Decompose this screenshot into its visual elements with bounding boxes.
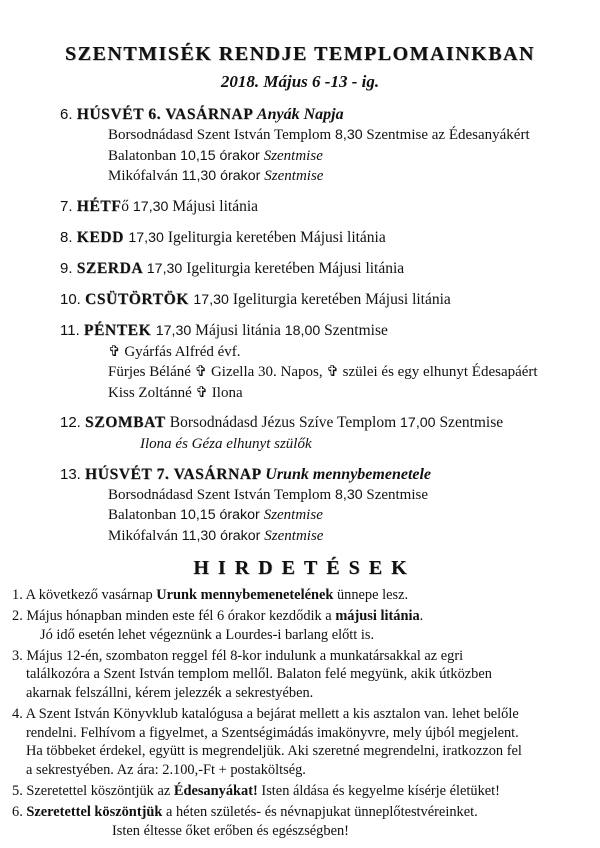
text-segment: Borsodnádasd Szent István Templom: [108, 486, 335, 503]
text-segment: Szeretettel köszöntjük: [26, 804, 163, 821]
text-segment: Szentmise: [263, 147, 323, 164]
text-segment: 17,00: [400, 415, 436, 431]
schedule-detail-line: [0, 166, 600, 187]
schedule-item: [0, 464, 600, 547]
text-segment: 8.: [60, 228, 77, 246]
text-segment: Urunk mennybemenetelének: [156, 587, 334, 603]
schedule-item: [0, 289, 600, 311]
text-segment: 18,00: [284, 322, 325, 339]
schedule-day-heading: [0, 227, 600, 249]
announcement-line: [0, 724, 600, 743]
text-segment: KEDD: [76, 228, 129, 246]
text-segment: 7.: [60, 197, 77, 215]
announcement-line: [0, 626, 600, 645]
text-segment: 17,30: [146, 260, 187, 277]
text-segment: 10.: [60, 290, 86, 308]
announcements-section: [0, 586, 600, 840]
text-segment: 10,15 órakor: [180, 147, 264, 164]
schedule-item: [0, 196, 600, 218]
text-segment: 6.: [12, 804, 27, 821]
schedule-detail-line: [0, 146, 600, 167]
text-segment: májusi litánia: [335, 608, 420, 625]
text-segment: Borsodnádasd Szent István Templom: [108, 127, 335, 143]
text-segment: Balatonban: [108, 147, 181, 164]
schedule-item: [0, 227, 600, 249]
announcement-line: [0, 782, 600, 801]
text-segment: Mikófalván: [108, 527, 182, 544]
text-segment: 17,30: [193, 291, 233, 308]
text-segment: HÉTF: [76, 197, 122, 215]
schedule-detail-line: [0, 505, 600, 526]
text-segment: 4. A Szent István Könyvklub katalógusa a bejárat mellett a kis asztalon van. lehet belőle: [12, 706, 519, 723]
text-segment: Borsodnádasd Jézus Szíve Templom: [169, 414, 401, 431]
text-segment: HÚSVÉT 6. VASÁRNAP: [76, 106, 257, 123]
text-segment: 10,15 órakor: [180, 507, 264, 523]
text-segment: PÉNTEK: [83, 321, 156, 339]
text-segment: 1. A következő vasárnap: [12, 587, 157, 603]
text-segment: 17,30: [132, 198, 173, 215]
text-segment: Ha többeket érdekel, együtt is megrendeljük. Aki szeretné megrendelni, iratkozzon fel: [26, 743, 522, 760]
schedule-day-heading: [0, 464, 600, 485]
text-segment: Szentmise: [324, 321, 388, 339]
text-segment: HÚSVÉT 7. VASÁRNAP: [85, 465, 266, 483]
text-segment: SZERDA: [76, 259, 147, 277]
announcements-header: HIRDETÉSEK: [193, 557, 416, 579]
text-segment: 5. Szeretettel köszöntjük az: [12, 782, 174, 799]
text-segment: Mikófalván: [108, 168, 182, 184]
announcement-line: [0, 705, 600, 724]
text-segment: 6.: [60, 106, 77, 123]
schedule-detail-line: [0, 434, 600, 455]
text-segment: Anyák Napja: [256, 106, 344, 123]
text-segment: Igeliturgia keretében Májusi litánia: [186, 259, 405, 277]
announcement-line: [0, 684, 600, 703]
text-segment: Szentmise: [263, 507, 323, 523]
text-segment: Szentmise: [435, 414, 504, 431]
text-segment: 3. Május 12-én, szombaton reggel fél 8-kor indulunk a munkatársakkal az egri: [12, 647, 464, 664]
text-segment: SZOMBAT: [85, 414, 170, 431]
announcement-line: [0, 742, 600, 761]
text-segment: Édesanyákat!: [173, 782, 258, 799]
mass-schedule-section: [0, 104, 600, 546]
text-segment: akarnak felszállni, kérem jelezzék a sekrestyében.: [26, 684, 314, 701]
text-segment: 17,30: [128, 229, 168, 246]
schedule-detail-line: [0, 342, 600, 363]
announcement-line: [0, 761, 600, 780]
text-segment: 12.: [60, 414, 86, 431]
announcement-line: [0, 803, 600, 822]
text-segment: 2. Május hónapban minden este fél 6 órakor kezdődik a: [12, 608, 336, 625]
schedule-day-heading: [0, 320, 600, 342]
text-segment: Szentmise: [362, 486, 429, 503]
announcement-line: [0, 586, 600, 605]
schedule-day-heading: [0, 196, 600, 218]
text-segment: a sekrestyében. Az ára: 2.100,-Ft + postaköltség.: [26, 761, 306, 778]
text-segment: 8,30: [334, 486, 363, 503]
text-segment: Balatonban: [108, 507, 181, 523]
schedule-item: [0, 258, 600, 280]
schedule-item: [0, 104, 600, 187]
text-segment: Szentmise az Édesanyákért: [362, 127, 530, 143]
text-segment: Fürjes Béláné ✞ Gizella 30. Napos, ✞ szülei és egy elhunyt Édesapáért: [108, 364, 538, 380]
schedule-day-heading: [0, 258, 600, 280]
text-segment: 11.: [60, 321, 84, 339]
text-segment: ✞ Gyárfás Alfréd évf.: [108, 343, 241, 360]
announcement-line: [0, 822, 600, 841]
text-segment: Igeliturgia keretében Májusi litánia: [167, 228, 386, 246]
schedule-day-heading: [0, 289, 600, 311]
schedule-day-heading: [0, 412, 600, 434]
date-range-subtitle: 2018. Május 6 -13 - ig.: [220, 72, 380, 91]
text-segment: 11,30 órakor: [181, 527, 265, 544]
text-segment: Igeliturgia keretében Májusi litánia: [232, 290, 451, 308]
text-segment: Májusi litánia: [172, 197, 259, 215]
text-segment: a héten születés- és névnapjukat ünneplőtestvéreinket.: [162, 804, 478, 821]
text-segment: CSÜTÖRTÖK: [85, 290, 194, 308]
text-segment: 17,30: [155, 322, 196, 339]
text-segment: Isten áldása és kegyelme kísérje életüket!: [257, 782, 500, 799]
announcement-line: [0, 665, 600, 684]
text-segment: 9.: [60, 259, 77, 277]
schedule-item: [0, 412, 600, 455]
text-segment: Urunk mennybemenetele: [265, 465, 432, 483]
text-segment: 11,30 órakor: [181, 168, 265, 184]
text-segment: Isten éltesse őket erőben és egészségben!: [112, 822, 349, 839]
text-segment: Jó idő esetén lehet végeznünk a Lourdes-i barlang előtt is.: [40, 626, 375, 643]
text-segment: Szentmise: [264, 527, 324, 544]
announcement-line: [0, 607, 600, 626]
text-segment: .: [419, 608, 424, 625]
text-segment: Ilona és Géza elhunyt szülők: [140, 436, 312, 452]
schedule-detail-line: [0, 383, 600, 404]
text-segment: ünnepe lesz.: [333, 587, 409, 603]
text-segment: találkozóra a Szent István templom mellől. Balaton felé megyünk, akik útközben: [26, 666, 492, 683]
schedule-detail-line: [0, 485, 600, 506]
text-segment: Májusi litánia: [195, 321, 285, 339]
text-segment: rendelni. Felhívom a figyelmet, a Szentségimádás imakönyvre, mely újból megjelent.: [26, 724, 519, 741]
text-segment: 13.: [60, 465, 86, 483]
schedule-item: [0, 320, 600, 404]
schedule-day-heading: [0, 104, 600, 125]
text-segment: 8,30: [334, 127, 363, 143]
text-segment: Szentmise: [264, 168, 324, 184]
page-title: SZENTMISÉK RENDJE TEMPLOMAINKBAN: [65, 43, 535, 65]
text-segment: ő: [121, 197, 133, 215]
schedule-detail-line: [0, 526, 600, 547]
text-segment: Kiss Zoltánné ✞ Ilona: [108, 384, 243, 401]
schedule-detail-line: [0, 362, 600, 383]
announcement-line: [0, 647, 600, 666]
schedule-detail-line: [0, 125, 600, 146]
